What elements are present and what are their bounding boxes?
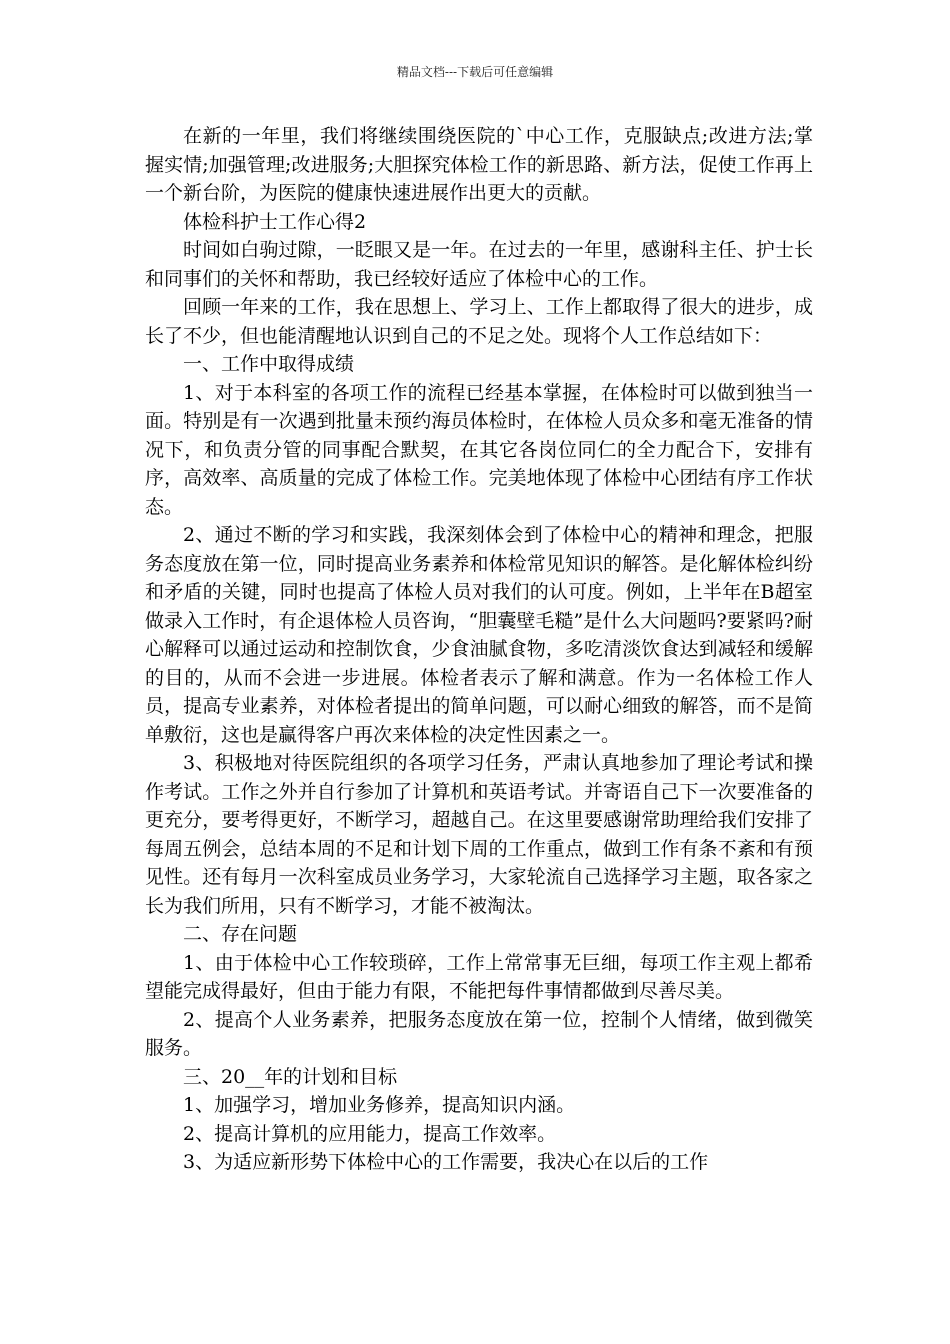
heading-problems: 二、存在问题 — [183, 923, 298, 945]
plan-item-2: 2、提高计算机的应用能力，提高工作效率。 — [183, 1122, 557, 1145]
problem-item-2: 2、提高个人业务素养，把服务态度放在第一位，控制个人情绪，做到微笑服务。 — [145, 1008, 813, 1059]
paragraph-review: 回顾一年来的工作，我在思想上、学习上、工作上都取得了很大的进步，成长了不少，但也能清醒地认识到自己的不足之处。现将个人工作总结如下： — [145, 296, 813, 347]
heading-plans: 三、20__年的计划和目标 — [183, 1065, 398, 1088]
paragraph-opening: 时间如白驹过隙，一眨眼又是一年。在过去的一年里，感谢科主任、护士长和同事们的关怀和帮助，我已经较好适应了体检中心的工作。 — [145, 239, 813, 290]
achievement-item-1: 1、对于本科室的各项工作的流程已经基本掌握，在体检时可以做到独当一面。特别是有一次遇到批量未预约海员体检时，在体检人员众多和毫无准备的情况下，和负责分管的同事配合默契，在其它各岗位同仁的全力配合下，安排有序，高效率、高质量的完成了体检工作。完美地体现了体检中心团结有序工作状态。 — [145, 381, 813, 518]
heading-achievements: 一、工作中取得成绩 — [183, 353, 355, 375]
paragraph-intro-plan: 在新的一年里，我们将继续围绕医院的`中心工作，克服缺点;改进方法;掌握实情;加强管理;改进服务;大胆探究体检工作的新思路、新方法，促使工作再上一个新台阶，为医院的健康快速进展作出更大的贡献。 — [145, 125, 813, 204]
document-body — [145, 122, 813, 1177]
problem-item-1: 1、由于体检中心工作较琐碎，工作上常常事无巨细，每项工作主观上都希望能完成得最好，但由于能力有限，不能把每件事情都做到尽善尽美。 — [145, 951, 813, 1002]
page-header: 精品文档---下载后可任意编辑 — [396, 65, 554, 79]
achievement-item-3: 3、积极地对待医院组织的各项学习任务，严肃认真地参加了理论考试和操作考试。工作之外并自行参加了计算机和英语考试。并寄语自己下一次要准备的更充分，要考得更好，不断学习，超越自己。在这里要感谢常助理给我们安排了每周五例会，总结本周的不足和计划下周的工作重点，做到工作有条不紊和有预见性。还有每月一次科室成员业务学习，大家轮流自己选择学习主题，取各家之长为我们所用，只有不断学习，才能不被淘汰。 — [145, 752, 813, 917]
section-title: 体检科护士工作心得2 — [183, 210, 367, 233]
plan-item-3: 3、为适应新形势下体检中心的工作需要，我决心在以后的工作 — [183, 1151, 709, 1173]
achievement-item-2: 2、通过不断的学习和实践，我深刻体会到了体检中心的精神和理念，把服务态度放在第一位，同时提高业务素养和体检常见知识的解答。是化解体检纠纷和矛盾的关键，同时也提高了体检人员对我们的认可度。例如，上半年在B超室做录入工作时，有企退体检人员咨询，“胆囊壁毛糙”是什么大问题吗?要紧吗?耐心解释可以通过运动和控制饮食，少食油腻食物，多吃清淡饮食达到减轻和缓解的目的，从而不会进一步进展。体检者表示了解和满意。作为一名体检工作人员，提高专业素养，对体检者提出的简单问题，可以耐心细致的解答，而不是简单敷衍，这也是赢得客户再次来体检的决定性因素之一。 — [145, 524, 813, 746]
plan-item-1: 1、加强学习，增加业务修养，提高知识内涵。 — [183, 1094, 576, 1116]
